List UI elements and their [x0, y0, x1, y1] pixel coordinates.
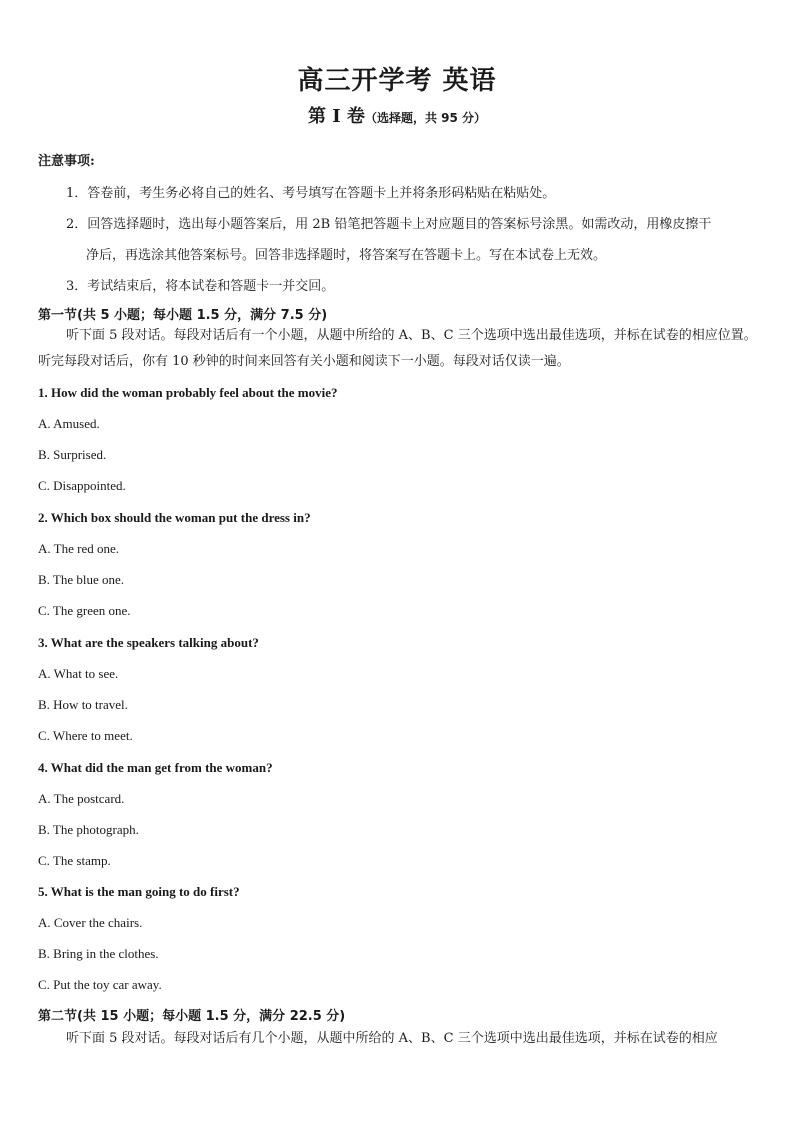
question-2-option-b: B. The blue one.	[38, 572, 125, 587]
question-3-option-b: B. How to travel.	[38, 697, 128, 712]
question-1-option-a: A. Amused.	[38, 416, 100, 431]
section-1-heading: 第一节(共 5 小题；每小题 1.5 分，满分 7.5 分)	[38, 308, 328, 323]
question-4: 4. What did the man get from the woman?	[38, 760, 273, 775]
subtitle-note: （选择题，共 95 分）	[364, 111, 486, 125]
question-5-option-c: C. Put the toy car away.	[38, 977, 162, 992]
notice-item: 3．考试结束后，将本试卷和答题卡一并交回。	[66, 279, 335, 294]
question-1-option-c: C. Disappointed.	[38, 478, 126, 493]
page-subtitle	[0, 102, 794, 128]
question-2-option-a: A. The red one.	[38, 541, 119, 556]
question-5: 5. What is the man going to do first?	[38, 884, 240, 899]
notice-item: 1．答卷前，考生务必将自己的姓名、考号填写在答题卡上并将条形码粘贴在粘贴处。	[66, 186, 556, 201]
question-1: 1. How did the woman probably feel about the movie?	[38, 385, 338, 400]
question-4-option-c: C. The stamp.	[38, 853, 111, 868]
page-title: 高三开学考 英语	[297, 66, 497, 96]
question-3-option-c: C. Where to meet.	[38, 728, 133, 743]
question-1-option-b: B. Surprised.	[38, 447, 107, 462]
question-2-option-c: C. The green one.	[38, 603, 131, 618]
notice-item: 净后，再选涂其他答案标号。回答非选择题时，将答案写在答题卡上。写在本试卷上无效。	[86, 248, 607, 263]
section-1-instruction: 听下面 5 段对话。每段对话后有一个小题，从题中所给的 A、B、C 三个选项中选出最佳选项，并标在试卷的相应位置。听完每段对话后，你有 10 秒钟的时间来回答有关小题和阅读下一小题。每段对话仅读一遍。	[38, 328, 757, 369]
question-5-option-b: B. Bring in the clothes.	[38, 946, 159, 961]
section-2-instruction: 听下面 5 段对话。每段对话后有几个小题，从题中所给的 A、B、C 三个选项中选出最佳选项，并标在试卷的相应	[66, 1031, 718, 1046]
question-4-option-a: A. The postcard.	[38, 791, 125, 806]
question-3-option-a: A. What to see.	[38, 666, 119, 681]
question-5-option-a: A. Cover the chairs.	[38, 915, 143, 930]
notice-item: 2．回答选择题时，选出每小题答案后，用 2B 铅笔把答题卡上对应题目的答案标号涂黑。如需改动，用橡皮擦干	[66, 217, 712, 232]
subtitle-main: 第 I 卷	[307, 106, 365, 127]
question-2: 2. Which box should the woman put the dress in?	[38, 510, 311, 525]
notice-heading: 注意事项:	[38, 154, 95, 169]
section-2-heading: 第二节(共 15 小题；每小题 1.5 分，满分 22.5 分)	[38, 1009, 346, 1024]
question-3: 3. What are the speakers talking about?	[38, 635, 259, 650]
question-4-option-b: B. The photograph.	[38, 822, 139, 837]
